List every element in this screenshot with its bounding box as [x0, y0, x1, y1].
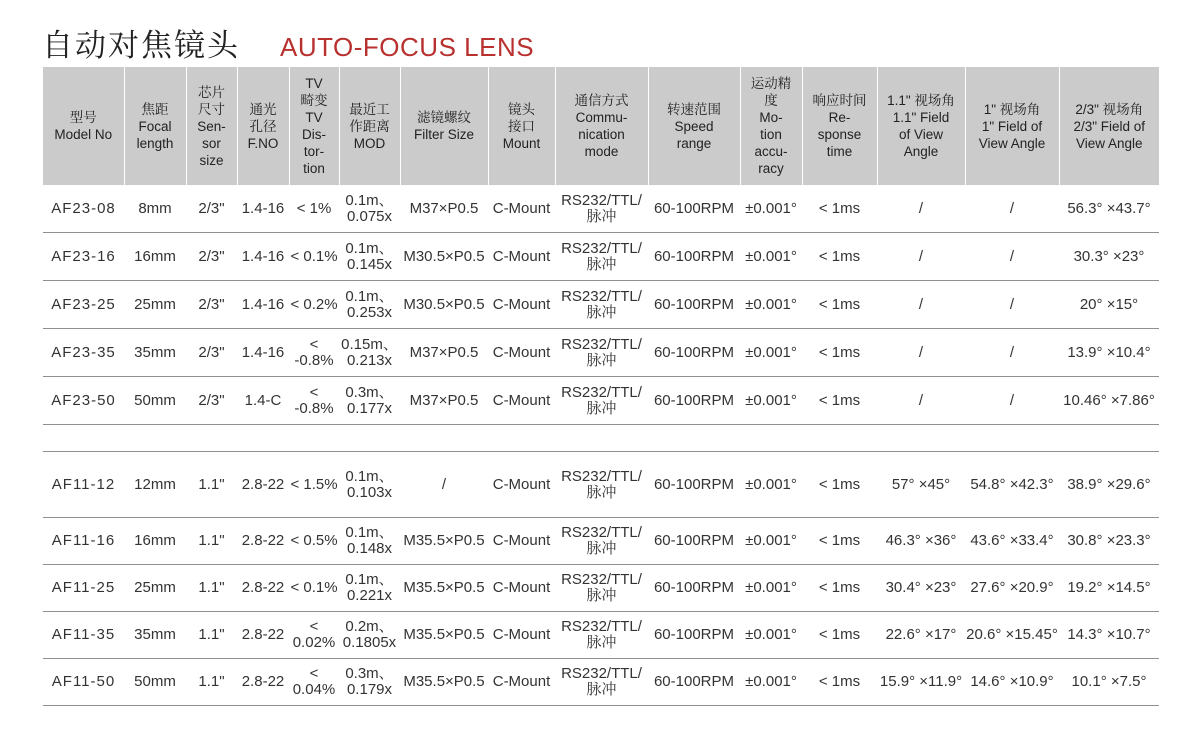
cell-filter-size: M37×P0.5	[400, 185, 488, 233]
header-line: Mo-	[759, 110, 783, 125]
cell-line: 脉冲	[586, 681, 617, 698]
cell-model: AF23-16	[43, 233, 124, 281]
cell-tv-distortion	[289, 233, 339, 281]
cell-motion-accuracy: ±0.001°	[740, 185, 802, 233]
header-line: 2/3" Field of	[1073, 118, 1146, 134]
table-row	[43, 185, 1159, 233]
cell-f-number: 1.4-C	[237, 377, 289, 425]
cell-speed-range: 60-100RPM	[648, 612, 740, 659]
cell-response-time: < 1ms	[802, 185, 877, 233]
header-line: Model No	[54, 127, 113, 142]
cell-tv-distortion	[289, 377, 339, 425]
header-line: Speed	[674, 118, 714, 134]
cell-communication-mode	[555, 452, 648, 518]
cell-line: 0.1m、	[345, 467, 394, 485]
table-row	[43, 518, 1159, 565]
cell-f-number: 2.8-22	[237, 518, 289, 565]
cell-communication-mode	[555, 329, 648, 377]
cell-filter-size: M35.5×P0.5	[400, 612, 488, 659]
cell-mod	[339, 518, 400, 565]
cell-line: 0.1m、	[345, 191, 394, 209]
cell-mount: C-Mount	[488, 233, 555, 281]
header-line: 畸变	[300, 93, 328, 108]
cell-focal-length: 16mm	[124, 233, 186, 281]
cell-sensor-size: 1.1"	[186, 452, 237, 518]
cell-line: 0.177x	[346, 399, 393, 417]
cell-motion-accuracy: ±0.001°	[740, 281, 802, 329]
cell-mount: C-Mount	[488, 377, 555, 425]
cell-fov-2-3-inch: 19.2° ×14.5°	[1059, 565, 1159, 612]
cell-line: 0.179x	[346, 681, 393, 698]
cell-focal-length: 25mm	[124, 565, 186, 612]
cell-response-time: < 1ms	[802, 452, 877, 518]
header-line: racy	[758, 161, 784, 176]
cell-line: 脉冲	[586, 540, 617, 557]
header-speed-range	[648, 67, 740, 185]
cell-motion-accuracy: ±0.001°	[740, 452, 802, 518]
table-row	[43, 329, 1159, 377]
cell-mod	[339, 565, 400, 612]
cell-fov-1-1-inch: 30.4° ×23°	[877, 565, 965, 612]
header-line: 孔径	[249, 118, 277, 134]
cell-line: 脉冲	[586, 207, 617, 225]
cell-communication-mode	[555, 518, 648, 565]
cell-mount: C-Mount	[488, 518, 555, 565]
header-line: 最近工	[349, 101, 390, 117]
cell-mount: C-Mount	[488, 329, 555, 377]
cell-sensor-size: 2/3"	[186, 185, 237, 233]
header-line: 1.1" 视场角	[887, 93, 955, 108]
cell-speed-range: 60-100RPM	[648, 518, 740, 565]
cell-line: 0.02%	[292, 634, 336, 651]
cell-line: -0.8%	[294, 399, 334, 417]
header-line: Dis-	[302, 127, 326, 142]
header-line: accu-	[754, 144, 788, 159]
cell-focal-length: 35mm	[124, 612, 186, 659]
header-line: time	[826, 144, 853, 159]
header-fov-2-3-inch	[1059, 67, 1159, 185]
header-line: of View	[898, 127, 944, 142]
cell-mount: C-Mount	[488, 452, 555, 518]
cell-line: 0.145x	[346, 255, 393, 273]
header-line: 通信方式	[574, 93, 629, 108]
cell-f-number: 2.8-22	[237, 565, 289, 612]
cell-line: 脉冲	[586, 351, 617, 369]
cell-line: 脉冲	[586, 399, 617, 417]
cell-filter-size: M37×P0.5	[400, 377, 488, 425]
cell-tv-distortion	[289, 185, 339, 233]
cell-line: 0.1m、	[345, 571, 394, 588]
cell-line: < 0.1%	[290, 579, 338, 596]
cell-fov-1-1-inch: /	[877, 377, 965, 425]
cell-line: RS232/TTL/	[561, 287, 642, 305]
cell-speed-range: 60-100RPM	[648, 185, 740, 233]
header-line: Focal	[138, 118, 172, 134]
cell-model: AF11-35	[43, 612, 124, 659]
header-line: View Angle	[978, 135, 1046, 151]
page-title-english: AUTO-FOCUS LENS	[280, 32, 535, 62]
header-line: 焦距	[141, 101, 169, 117]
header-line: MOD	[353, 135, 386, 151]
cell-line: RS232/TTL/	[561, 524, 642, 541]
cell-line: RS232/TTL/	[561, 191, 642, 209]
table-row	[43, 377, 1159, 425]
header-line: 转速范围	[667, 101, 721, 117]
cell-line: 0.15m、	[341, 335, 398, 353]
cell-sensor-size: 1.1"	[186, 659, 237, 706]
cell-line: 0.221x	[346, 587, 393, 604]
cell-mod	[339, 659, 400, 706]
cell-tv-distortion	[289, 565, 339, 612]
cell-line: < 1.5%	[290, 475, 338, 493]
header-line: tion	[760, 127, 782, 142]
header-line: Sen-	[197, 118, 226, 134]
cell-f-number: 1.4-16	[237, 329, 289, 377]
cell-fov-1-inch: /	[965, 377, 1059, 425]
cell-f-number: 2.8-22	[237, 612, 289, 659]
header-line: 度	[764, 93, 778, 108]
cell-communication-mode	[555, 659, 648, 706]
cell-communication-mode	[555, 612, 648, 659]
cell-line: 脉冲	[586, 483, 617, 501]
cell-model: AF23-35	[43, 329, 124, 377]
cell-motion-accuracy: ±0.001°	[740, 377, 802, 425]
header-line: F.NO	[247, 135, 279, 151]
table-row	[43, 452, 1159, 518]
cell-line: RS232/TTL/	[561, 335, 642, 353]
header-line: nication	[578, 127, 625, 142]
cell-fov-1-inch: 27.6° ×20.9°	[965, 565, 1059, 612]
cell-model: AF11-12	[43, 452, 124, 518]
cell-mod	[339, 185, 400, 233]
header-line: View Angle	[1075, 135, 1143, 151]
header-line: size	[199, 152, 224, 168]
header-line: 运动精	[750, 76, 792, 91]
cell-line: <	[309, 618, 319, 635]
header-line: range	[676, 135, 712, 151]
cell-line: 0.1m、	[345, 287, 394, 305]
cell-filter-size: M30.5×P0.5	[400, 281, 488, 329]
cell-tv-distortion	[289, 518, 339, 565]
cell-line: 0.148x	[346, 540, 393, 557]
header-line: length	[136, 135, 174, 151]
table-header-row	[43, 67, 1159, 185]
cell-sensor-size: 2/3"	[186, 233, 237, 281]
cell-response-time: < 1ms	[802, 659, 877, 706]
cell-line: RS232/TTL/	[561, 467, 642, 485]
table-row	[43, 233, 1159, 281]
cell-mod	[339, 612, 400, 659]
cell-fov-1-inch: 43.6° ×33.4°	[965, 518, 1059, 565]
cell-fov-1-inch: /	[965, 281, 1059, 329]
table-row	[43, 659, 1159, 706]
header-sensor-size	[186, 67, 237, 185]
cell-focal-length: 16mm	[124, 518, 186, 565]
cell-motion-accuracy: ±0.001°	[740, 329, 802, 377]
cell-line: RS232/TTL/	[561, 665, 642, 682]
cell-model: AF11-25	[43, 565, 124, 612]
cell-response-time: < 1ms	[802, 281, 877, 329]
header-f-number	[237, 67, 289, 185]
cell-tv-distortion	[289, 612, 339, 659]
cell-line: RS232/TTL/	[561, 383, 642, 401]
cell-fov-2-3-inch: 20° ×15°	[1059, 281, 1159, 329]
cell-fov-1-1-inch: 22.6° ×17°	[877, 612, 965, 659]
cell-mount: C-Mount	[488, 612, 555, 659]
cell-fov-1-1-inch: 15.9° ×11.9°	[877, 659, 965, 706]
header-line: TV	[305, 110, 323, 125]
cell-focal-length: 50mm	[124, 659, 186, 706]
header-line: tion	[303, 161, 325, 176]
cell-mod	[339, 281, 400, 329]
header-filter-size	[400, 67, 488, 185]
cell-fov-1-1-inch: 57° ×45°	[877, 452, 965, 518]
cell-fov-1-1-inch: /	[877, 281, 965, 329]
cell-fov-2-3-inch: 56.3° ×43.7°	[1059, 185, 1159, 233]
cell-fov-2-3-inch: 14.3° ×10.7°	[1059, 612, 1159, 659]
cell-mount: C-Mount	[488, 281, 555, 329]
cell-motion-accuracy: ±0.001°	[740, 565, 802, 612]
separator-cell	[43, 425, 1159, 452]
cell-response-time: < 1ms	[802, 518, 877, 565]
header-focal-length	[124, 67, 186, 185]
cell-mount: C-Mount	[488, 659, 555, 706]
header-line: 1" Field of	[981, 118, 1043, 134]
table-row	[43, 612, 1159, 659]
header-line: sponse	[817, 127, 862, 142]
cell-fov-2-3-inch: 13.9° ×10.4°	[1059, 329, 1159, 377]
header-line: 2/3" 视场角	[1075, 101, 1144, 117]
cell-response-time: < 1ms	[802, 612, 877, 659]
cell-f-number: 2.8-22	[237, 452, 289, 518]
cell-fov-2-3-inch: 38.9° ×29.6°	[1059, 452, 1159, 518]
page-header	[42, 20, 534, 64]
header-line: sor	[202, 135, 221, 151]
cell-communication-mode	[555, 185, 648, 233]
cell-fov-2-3-inch: 10.46° ×7.86°	[1059, 377, 1159, 425]
cell-mount: C-Mount	[488, 185, 555, 233]
cell-speed-range: 60-100RPM	[648, 233, 740, 281]
header-tv-distortion	[289, 67, 339, 185]
cell-line: 0.04%	[292, 681, 336, 698]
cell-line: 脉冲	[586, 303, 617, 321]
cell-f-number: 1.4-16	[237, 185, 289, 233]
cell-focal-length: 50mm	[124, 377, 186, 425]
header-line: Mount	[502, 135, 541, 151]
table-row	[43, 565, 1159, 612]
cell-fov-1-inch: 14.6° ×10.9°	[965, 659, 1059, 706]
cell-line: RS232/TTL/	[561, 618, 642, 635]
cell-sensor-size: 1.1"	[186, 612, 237, 659]
cell-focal-length: 12mm	[124, 452, 186, 518]
cell-communication-mode	[555, 565, 648, 612]
cell-model: AF23-25	[43, 281, 124, 329]
cell-line: < 0.1%	[290, 247, 338, 265]
cell-sensor-size: 2/3"	[186, 377, 237, 425]
cell-tv-distortion	[289, 659, 339, 706]
cell-response-time: < 1ms	[802, 377, 877, 425]
header-line: 通光	[249, 101, 277, 117]
cell-line: <	[309, 665, 319, 682]
cell-motion-accuracy: ±0.001°	[740, 518, 802, 565]
cell-fov-1-inch: /	[965, 185, 1059, 233]
cell-speed-range: 60-100RPM	[648, 565, 740, 612]
cell-sensor-size: 1.1"	[186, 565, 237, 612]
header-line: Commu-	[575, 110, 628, 125]
cell-model: AF23-50	[43, 377, 124, 425]
cell-tv-distortion	[289, 452, 339, 518]
cell-communication-mode	[555, 281, 648, 329]
header-line: 作距离	[349, 118, 390, 134]
header-response-time	[802, 67, 877, 185]
header-line: 接口	[508, 118, 535, 134]
cell-line: 脉冲	[586, 255, 617, 273]
cell-line: 0.253x	[346, 303, 393, 321]
cell-fov-1-inch: /	[965, 233, 1059, 281]
cell-response-time: < 1ms	[802, 329, 877, 377]
cell-speed-range: 60-100RPM	[648, 452, 740, 518]
cell-mount: C-Mount	[488, 565, 555, 612]
cell-tv-distortion	[289, 281, 339, 329]
cell-fov-1-inch: 20.6° ×15.45°	[965, 612, 1059, 659]
header-model	[43, 67, 124, 185]
cell-focal-length: 25mm	[124, 281, 186, 329]
cell-sensor-size: 1.1"	[186, 518, 237, 565]
cell-tv-distortion	[289, 329, 339, 377]
cell-fov-1-inch: 54.8° ×42.3°	[965, 452, 1059, 518]
cell-speed-range: 60-100RPM	[648, 659, 740, 706]
header-line: 镜头	[508, 101, 535, 117]
cell-mod	[339, 377, 400, 425]
cell-line: 0.075x	[346, 207, 393, 225]
cell-line: 脉冲	[586, 634, 617, 651]
cell-motion-accuracy: ±0.001°	[740, 659, 802, 706]
header-line: TV	[305, 76, 323, 91]
cell-line: 0.1m、	[345, 524, 394, 541]
cell-motion-accuracy: ±0.001°	[740, 612, 802, 659]
cell-line: RS232/TTL/	[561, 239, 642, 257]
cell-speed-range: 60-100RPM	[648, 329, 740, 377]
header-line: 芯片	[198, 84, 225, 100]
header-line: 型号	[69, 110, 97, 125]
cell-fov-1-1-inch: 46.3° ×36°	[877, 518, 965, 565]
cell-motion-accuracy: ±0.001°	[740, 233, 802, 281]
cell-speed-range: 60-100RPM	[648, 377, 740, 425]
cell-filter-size: M35.5×P0.5	[400, 659, 488, 706]
cell-mod	[339, 329, 400, 377]
cell-filter-size: M30.5×P0.5	[400, 233, 488, 281]
cell-line: 0.3m、	[345, 665, 394, 682]
cell-filter-size: M37×P0.5	[400, 329, 488, 377]
cell-fov-2-3-inch: 30.3° ×23°	[1059, 233, 1159, 281]
lens-spec-table	[43, 67, 1159, 706]
header-line: 1" 视场角	[983, 101, 1041, 117]
header-fov-1-1-inch	[877, 67, 965, 185]
cell-sensor-size: 2/3"	[186, 329, 237, 377]
cell-fov-1-1-inch: /	[877, 185, 965, 233]
cell-f-number: 1.4-16	[237, 281, 289, 329]
header-line: Re-	[828, 110, 851, 125]
header-line: 1.1" Field	[892, 110, 950, 125]
cell-model: AF11-50	[43, 659, 124, 706]
header-line: tor-	[303, 144, 325, 159]
header-communication-mode	[555, 67, 648, 185]
cell-line: 0.103x	[346, 483, 393, 501]
cell-fov-2-3-inch: 10.1° ×7.5°	[1059, 659, 1159, 706]
cell-response-time: < 1ms	[802, 233, 877, 281]
cell-line: < 0.2%	[290, 295, 338, 313]
cell-line: 0.213x	[346, 351, 393, 369]
cell-line: 0.3m、	[345, 383, 394, 401]
header-fov-1-inch	[965, 67, 1059, 185]
cell-communication-mode	[555, 233, 648, 281]
cell-model: AF11-16	[43, 518, 124, 565]
header-line: 响应时间	[812, 93, 867, 108]
cell-speed-range: 60-100RPM	[648, 281, 740, 329]
table-row	[43, 281, 1159, 329]
cell-f-number: 1.4-16	[237, 233, 289, 281]
header-mount	[488, 67, 555, 185]
header-line: Filter Size	[413, 127, 474, 142]
cell-line: 0.1805x	[342, 634, 397, 651]
cell-fov-1-1-inch: /	[877, 329, 965, 377]
cell-line: 脉冲	[586, 587, 617, 604]
cell-model: AF23-08	[43, 185, 124, 233]
header-line: 尺寸	[198, 101, 225, 117]
cell-line: <	[309, 335, 319, 353]
cell-filter-size: /	[400, 452, 488, 518]
header-line: mode	[584, 144, 619, 159]
cell-f-number: 2.8-22	[237, 659, 289, 706]
header-mod	[339, 67, 400, 185]
group-separator	[43, 425, 1159, 452]
header-motion-accuracy	[740, 67, 802, 185]
cell-line: RS232/TTL/	[561, 571, 642, 588]
cell-filter-size: M35.5×P0.5	[400, 518, 488, 565]
cell-line: < 1%	[296, 199, 332, 217]
cell-line: 0.2m、	[345, 618, 394, 635]
cell-mod	[339, 452, 400, 518]
cell-response-time: < 1ms	[802, 565, 877, 612]
cell-line: < 0.5%	[290, 532, 338, 549]
header-line: Angle	[903, 144, 939, 159]
cell-line: <	[309, 383, 319, 401]
cell-sensor-size: 2/3"	[186, 281, 237, 329]
cell-mod	[339, 233, 400, 281]
cell-focal-length: 35mm	[124, 329, 186, 377]
cell-communication-mode	[555, 377, 648, 425]
cell-fov-1-inch: /	[965, 329, 1059, 377]
page-title-chinese: 自动对焦镜头	[42, 28, 240, 63]
cell-fov-2-3-inch: 30.8° ×23.3°	[1059, 518, 1159, 565]
cell-fov-1-1-inch: /	[877, 233, 965, 281]
cell-line: 0.1m、	[345, 239, 394, 257]
cell-focal-length: 8mm	[124, 185, 186, 233]
cell-filter-size: M35.5×P0.5	[400, 565, 488, 612]
header-line: 滤镜螺纹	[417, 110, 471, 125]
cell-line: -0.8%	[294, 351, 334, 369]
